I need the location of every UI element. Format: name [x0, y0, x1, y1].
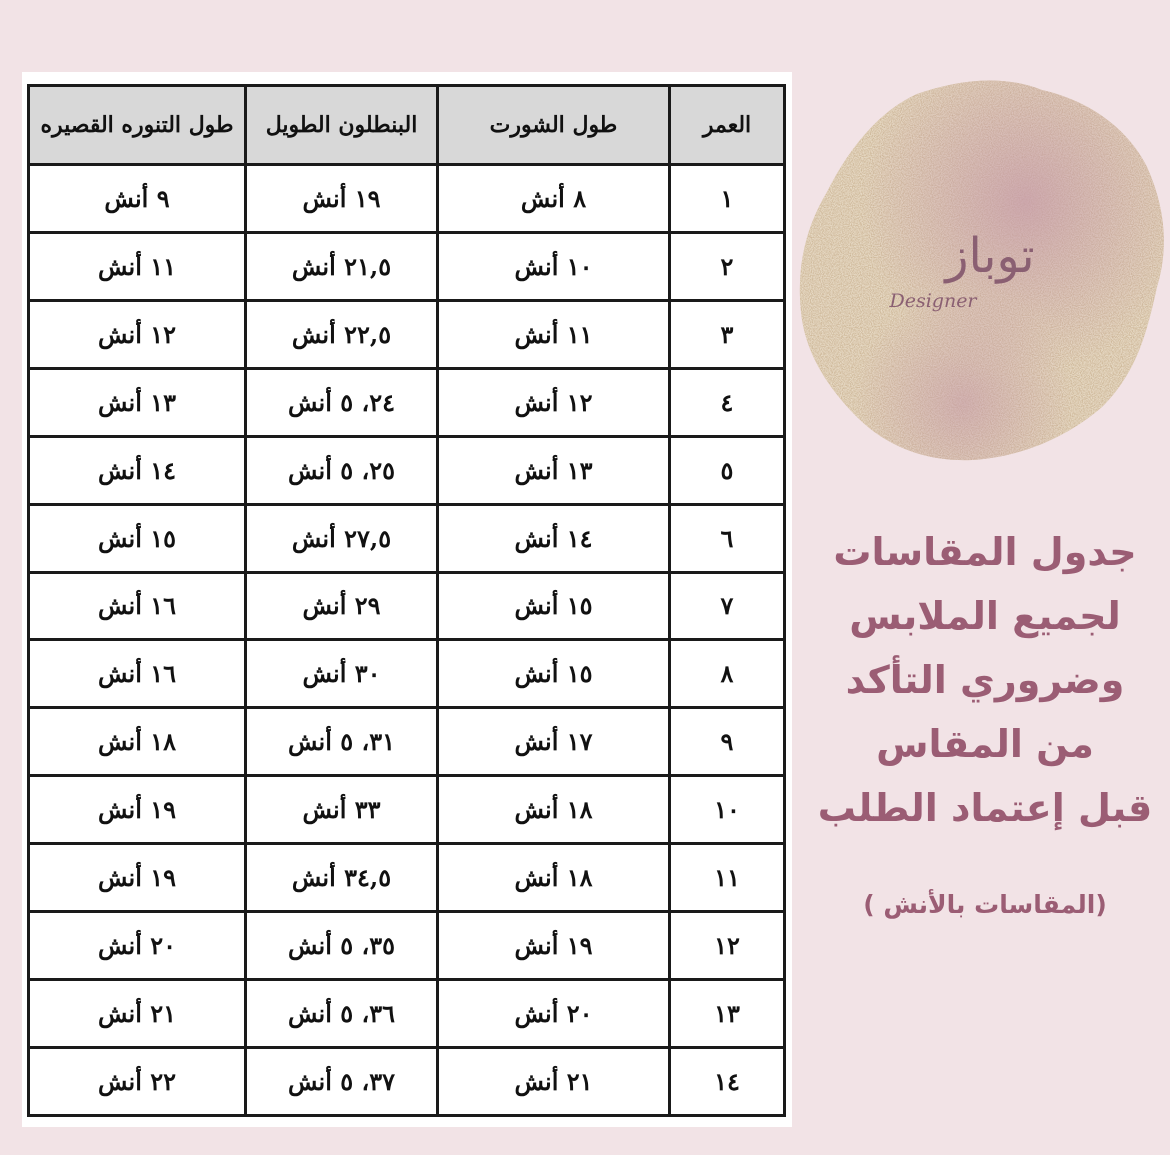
cell-long-pants: ٣٣ أنش — [246, 776, 438, 844]
cell-skirt-length: ١٥ أنش — [29, 504, 246, 572]
cell-age: ٨ — [670, 640, 785, 708]
cell-short-length: ١٨ أنش — [438, 776, 670, 844]
logo-brand-name: توباز — [945, 228, 1035, 284]
title-line-2: لجميع الملابس — [849, 594, 1121, 638]
cell-age: ١٠ — [670, 776, 785, 844]
cell-short-length: ١١ أنش — [438, 300, 670, 368]
table-row — [29, 436, 785, 504]
logo-subtitle: Designer — [889, 290, 977, 312]
cell-skirt-length: ١٦ أنش — [29, 640, 246, 708]
cell-short-length: ١٥ أنش — [438, 572, 670, 640]
cell-skirt-length: ١٩ أنش — [29, 776, 246, 844]
cell-short-length: ١٠ أنش — [438, 232, 670, 300]
cell-short-length: ١٥ أنش — [438, 640, 670, 708]
cell-skirt-length: ٢١ أنش — [29, 980, 246, 1048]
table-row — [29, 1047, 785, 1115]
table-row — [29, 165, 785, 233]
cell-long-pants: ٢٥، ٥ أنش — [246, 436, 438, 504]
table-row — [29, 776, 785, 844]
title-line-5: قبل إعتماد الطلب — [817, 786, 1153, 830]
cell-short-length: ١٤ أنش — [438, 504, 670, 572]
cell-skirt-length: ١٨ أنش — [29, 708, 246, 776]
cell-skirt-length: ١٤ أنش — [29, 436, 246, 504]
cell-short-length: ٨ أنش — [438, 165, 670, 233]
cell-age: ٢ — [670, 232, 785, 300]
cell-skirt-length: ١١ أنش — [29, 232, 246, 300]
cell-short-length: ١٨ أنش — [438, 844, 670, 912]
cell-age: ٣ — [670, 300, 785, 368]
table-row — [29, 504, 785, 572]
cell-skirt-length: ١٣ أنش — [29, 368, 246, 436]
table-row — [29, 708, 785, 776]
cell-long-pants: ٢٤، ٥ أنش — [246, 368, 438, 436]
table-header-row — [29, 86, 785, 165]
cell-long-pants: ١٩ أنش — [246, 165, 438, 233]
cell-skirt-length: ١٦ أنش — [29, 572, 246, 640]
cell-long-pants: ٣٧، ٥ أنش — [246, 1047, 438, 1115]
table-row — [29, 912, 785, 980]
cell-short-length: ١٢ أنش — [438, 368, 670, 436]
title-line-3: وضروري التأكد — [845, 658, 1125, 702]
cell-age: ٦ — [670, 504, 785, 572]
table-row — [29, 980, 785, 1048]
cell-age: ٥ — [670, 436, 785, 504]
cell-long-pants: ٣٠ أنش — [246, 640, 438, 708]
cell-skirt-length: ٩ أنش — [29, 165, 246, 233]
cell-short-length: ٢١ أنش — [438, 1047, 670, 1115]
table-row — [29, 572, 785, 640]
size-table — [27, 84, 786, 1117]
cell-age: ١١ — [670, 844, 785, 912]
title-line-4: من المقاس — [876, 722, 1094, 766]
cell-short-length: ١٣ أنش — [438, 436, 670, 504]
cell-long-pants: ٢٧,٥ أنش — [246, 504, 438, 572]
header-long-pants: البنطلون الطويل — [246, 86, 438, 165]
cell-skirt-length: ١٩ أنش — [29, 844, 246, 912]
cell-age: ١ — [670, 165, 785, 233]
table-row — [29, 640, 785, 708]
table-row — [29, 232, 785, 300]
cell-skirt-length: ٢٢ أنش — [29, 1047, 246, 1115]
cell-age: ١٤ — [670, 1047, 785, 1115]
table-row — [29, 844, 785, 912]
cell-skirt-length: ٢٠ أنش — [29, 912, 246, 980]
cell-age: ٧ — [670, 572, 785, 640]
size-table-card — [22, 72, 792, 1127]
cell-age: ١٣ — [670, 980, 785, 1048]
cell-age: ٩ — [670, 708, 785, 776]
size-chart-title — [800, 520, 1170, 840]
header-short-length: طول الشورت — [438, 86, 670, 165]
table-row — [29, 300, 785, 368]
header-short-skirt-length: طول التنوره القصيره — [29, 86, 246, 165]
cell-short-length: ١٧ أنش — [438, 708, 670, 776]
table-body — [29, 165, 785, 1116]
cell-long-pants: ٣١، ٥ أنش — [246, 708, 438, 776]
cell-long-pants: ٣٤,٥ أنش — [246, 844, 438, 912]
cell-long-pants: ٣٥، ٥ أنش — [246, 912, 438, 980]
cell-long-pants: ٢١,٥ أنش — [246, 232, 438, 300]
units-note: (المقاسات بالأنش ) — [863, 890, 1107, 919]
cell-age: ١٢ — [670, 912, 785, 980]
cell-long-pants: ٣٦، ٥ أنش — [246, 980, 438, 1048]
cell-short-length: ١٩ أنش — [438, 912, 670, 980]
title-line-1: جدول المقاسات — [833, 530, 1137, 574]
cell-long-pants: ٢٢,٥ أنش — [246, 300, 438, 368]
cell-long-pants: ٢٩ أنش — [246, 572, 438, 640]
cell-age: ٤ — [670, 368, 785, 436]
table-row — [29, 368, 785, 436]
header-age: العمر — [670, 86, 785, 165]
cell-skirt-length: ١٢ أنش — [29, 300, 246, 368]
cell-short-length: ٢٠ أنش — [438, 980, 670, 1048]
